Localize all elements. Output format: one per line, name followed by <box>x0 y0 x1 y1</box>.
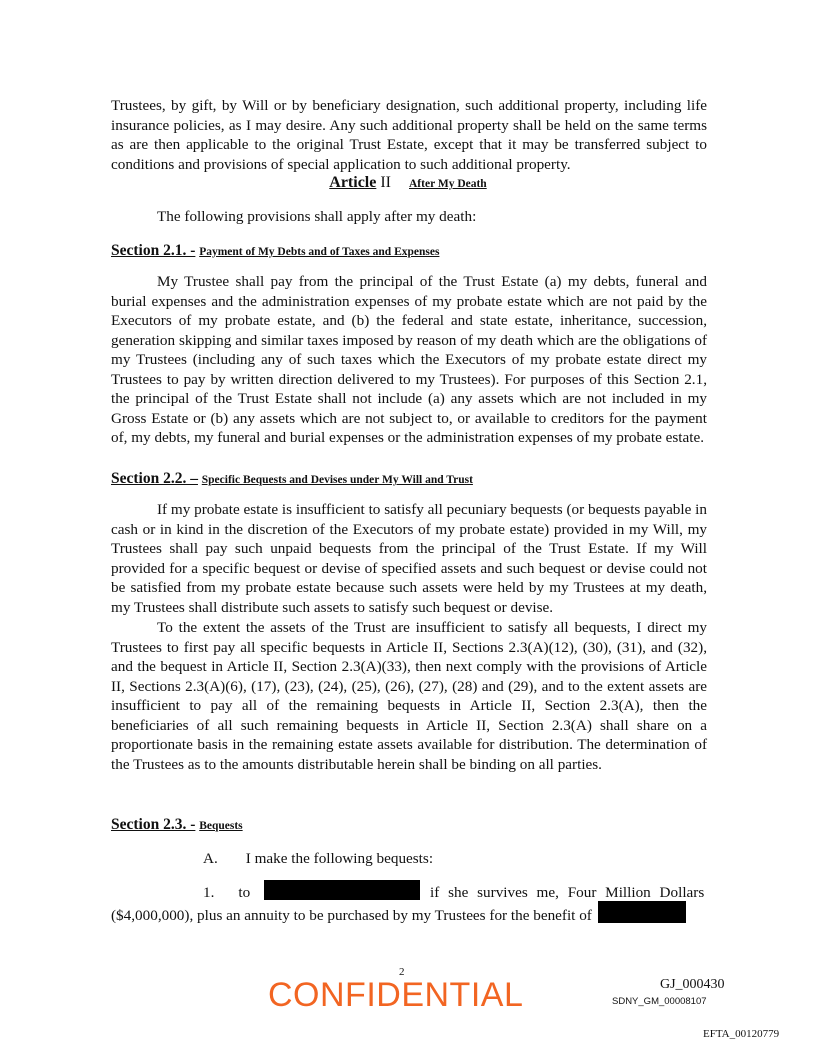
section-2-2-paragraph-1: If my probate estate is insufficient to satisfy all pecuniary bequests (or bequests payable in cash or in kind in the discretion of the Executors of my probate estate) provided in my Will, my Trustees shall pay such unpaid bequests from the principal of the Trust Estate. If my Will provided for a specific bequest or devise of specified assets and such bequest or devise could not be satisfied from my probate estate because such assets were held by my Trustees at my death, my Trustees shall distribute such assets to satisfy such bequest or devise. <box>111 501 707 616</box>
bequest-1-text: if she survives me, Four Million Dollars <box>430 884 705 901</box>
section-2-1-title: Payment of My Debts and of Taxes and Expenses <box>199 246 440 258</box>
section-2-2-title: Specific Bequests and Devises under My Will and Trust <box>201 474 473 486</box>
section-2-1-text: My Trustee shall pay from the principal of the Trust Estate (a) my debts, funeral and burial expenses and the administration expenses of my probate estate which are not paid by the Executors of my probate estate, and (b) the federal and state estate, inheritance, succession, generation skipping and similar taxes imposed by reason of my death which are the obligations of my Trustees (including any of such taxes which the Executors of my probate estate direct my Trustees to pay by written direction delivered to my Trustees). For purposes of this Section 2.1, the principal of the Trust Estate shall not include (a) any assets which are not included in my Gross Estate or (b) any assets which are not subject to, or available to creditors for the payment of, my debts, my funeral and burial expenses or the administration expenses of my probate estate. <box>111 273 707 446</box>
item-a-label: A. <box>203 850 218 867</box>
section-2-2-paragraph-2: To the extent the assets of the Trust are insufficient to satisfy all bequests, I direct my Trustees to first pay all specific bequests in Article II, Sections 2.3(A)(12), (30), (31), and (32), and the bequest in Article II, Section 2.3(A)(33), then next comply with the provisions of Article II, Sections 2.3(A)(6), (17), (23), (24), (25), (26), (27), (28) and (29), and to the extent assets are insufficient to pay all of the remaining bequests in Article II, Section 2.3(A), then the beneficiaries of all such remaining bequests in Article II, Section 2.3(A) shall share on a proportionate basis in the remaining estate assets available for distribution. The determination of the Trustees as to the amounts distributable herein shall be binding on all parties. <box>111 619 707 773</box>
bequest-1-line-2-text: ($4,000,000), plus an annuity to be purchased by my Trustees for the benefit of <box>111 907 592 924</box>
provisions-line: The following provisions shall apply after my death: <box>157 208 477 225</box>
article-label: Article <box>329 174 377 191</box>
redaction-box <box>598 901 686 923</box>
item-a-text: I make the following bequests: <box>245 850 434 867</box>
sdny-bates-number: SDNY_GM_00008107 <box>612 996 707 1007</box>
intro-paragraph: Trustees, by gift, by Will or by beneficiary designation, such additional property, including life insurance policies, as I may desire. Any such additional property shall be held on the same terms as are then applicable to the original Trust Estate, except that it may be transferred subject to conditions and provisions of special application to such additional property. <box>111 97 707 173</box>
efta-number: EFTA_00120779 <box>703 1028 780 1040</box>
bequests-item-a <box>203 849 816 868</box>
section-2-2-heading <box>111 469 473 490</box>
bequest-1-number: 1. <box>203 884 215 901</box>
section-2-1-heading <box>111 241 439 262</box>
bequest-1-to: to <box>238 884 251 901</box>
gj-bates-number: GJ_000430 <box>660 977 725 992</box>
section-2-2-number: Section 2.2. – <box>111 470 198 487</box>
article-title: After My Death <box>409 178 487 190</box>
article-number: II <box>380 174 391 191</box>
section-2-3-number: Section 2.3. - <box>111 816 196 833</box>
section-2-3-heading <box>111 815 243 836</box>
page-number: 2 <box>399 966 405 978</box>
bequest-1-line <box>203 880 743 902</box>
section-2-3-title: Bequests <box>199 820 243 832</box>
article-heading <box>0 174 816 192</box>
bequest-1-line-2 <box>111 901 743 925</box>
confidential-stamp: CONFIDENTIAL <box>268 976 524 1014</box>
section-2-1-number: Section 2.1. - <box>111 242 196 259</box>
redaction-box <box>264 880 420 900</box>
